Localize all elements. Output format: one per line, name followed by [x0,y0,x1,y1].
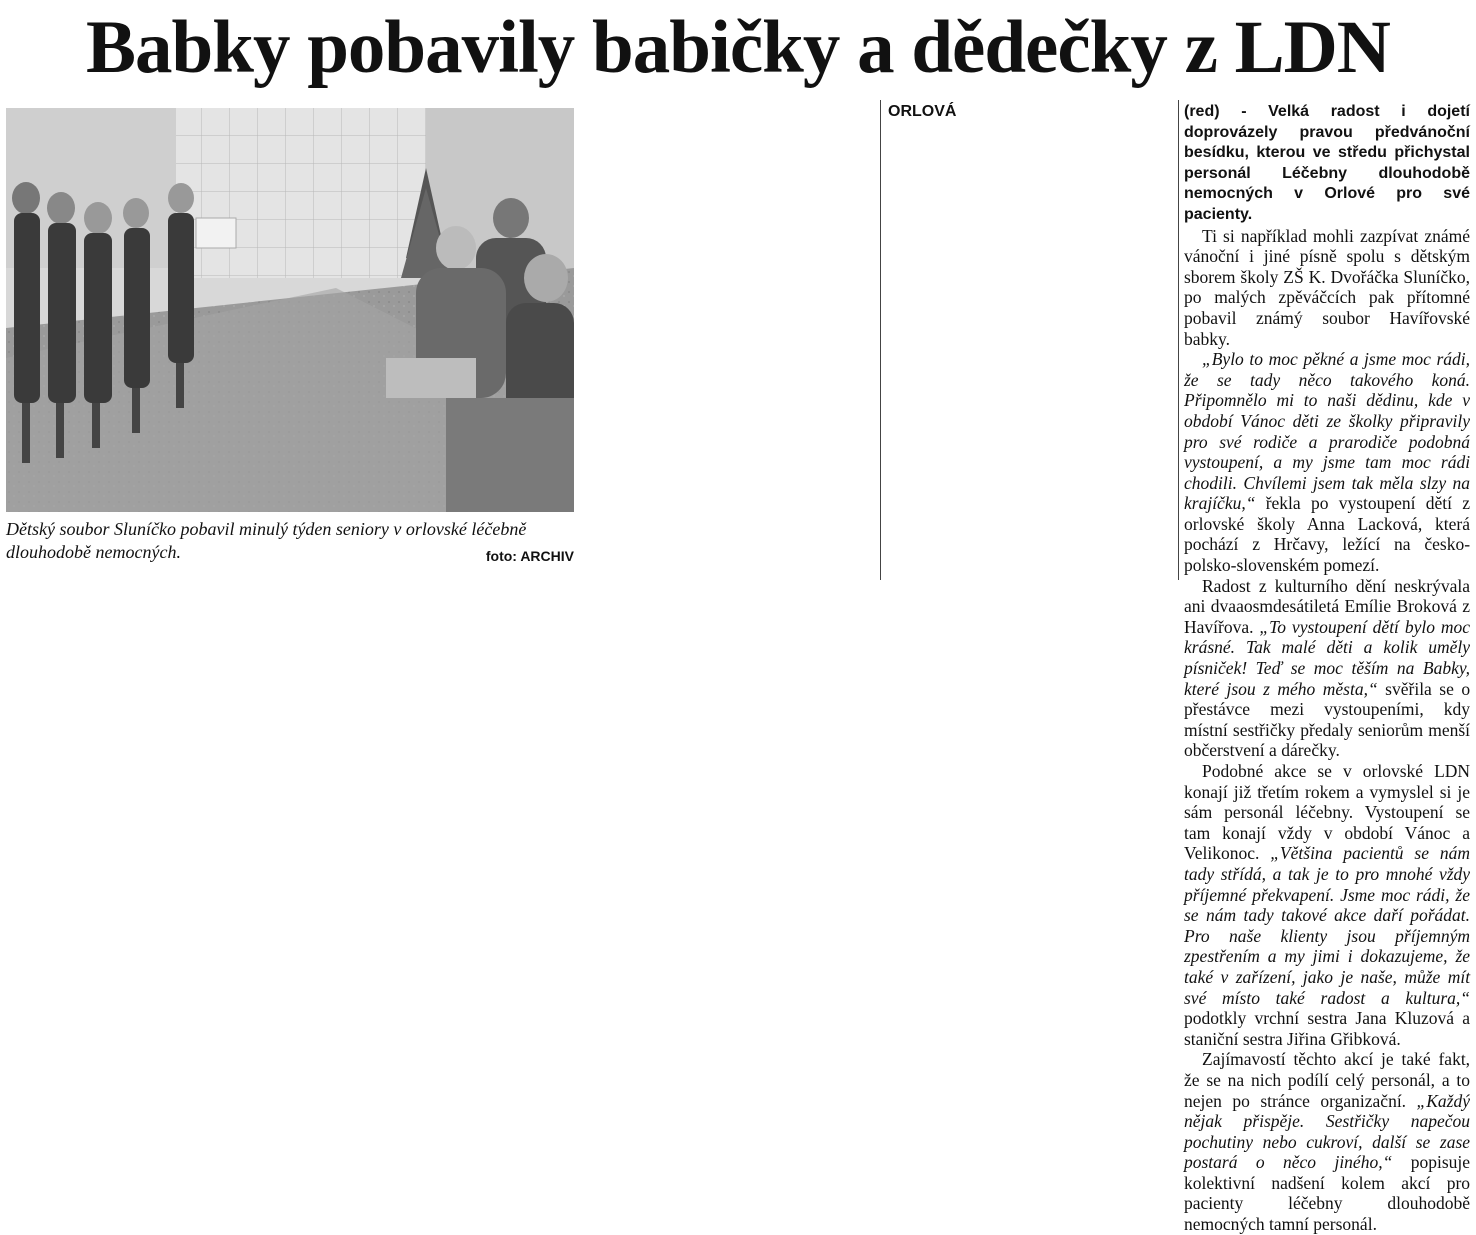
paragraph-text: Radost z kulturního dění neskrývala ani dvaaosmdesátiletá Emílie Broková z Havířova. [1184,575,1471,637]
paragraph-text [1406,1091,1416,1111]
quote-attribution: řekla po vystoupení dětí z orlovské školy Anna Lacková, která pochází z Hrčavy, ležící na česko-polsko-slovenském pomezí. [1184,493,1471,576]
paragraph-text: Podobné akce se v orlovské LDN konají již třetím rokem a vymyslel si je sám personál léčebny. Vystoupení se tam konají vždy v období Vánoc a Velikonoc. [1184,761,1471,864]
paragraph-text [1255,493,1265,513]
article-paragraph [1184,349,1470,576]
paragraph-text [1392,1152,1410,1172]
paragraph-text [1259,843,1270,863]
photo-credit: foto: ARCHIV [485,548,574,564]
article-column-2 [888,102,1174,582]
article-paragraph [1184,226,1470,350]
quote-attribution: svěřila se o přestávce mezi vystoupeními, kdy místní sestřičky předaly seniorům menší občerstvení a dárečky. [1184,678,1471,761]
quote-attribution: podotkly vrchní sestra Jana Kluzová a staniční sestra Jiřina Gřibková. [1184,1008,1471,1049]
paragraph-text: Ti si například mohli zazpívat známé vánoční i jiné písně spolu s dětským sborem školy ZŠ K. Dvořáčka Sluníčko, po malých zpěváčcích pak přítomné pobavil známý soubor Havířovské babky. [1184,225,1471,349]
photo-illustration [6,108,574,512]
column-rule [880,100,881,580]
article-paragraph [1184,1049,1470,1234]
article-lead [888,102,1174,123]
headline: Babky pobavily babičky a dědečky z LDN [86,6,1390,89]
article-column-3 [1184,102,1471,1235]
quote: „Bylo to moc pěkné a jsme moc rádi, že se tady něco takového koná. Připomnělo mi to naši dědinu, kde v období Vánoc děti ze školky připravily pro své rodiče a prarodiče podobná vystoupení, a my jsme tam moc rádi chodili. Chvílemi jsem tak měla slzy na krajíčku,“ [1184,349,1471,514]
article-column-1 [586,102,874,582]
article-paragraph [1184,761,1470,1049]
quote: „To vystoupení dětí bylo moc krásné. Tak malé děti a kolik uměly písniček! Teď se moc těším na Babky, které jsou z mého města,“ [1184,616,1471,699]
paragraph-text: (red) - Velká radost i dojetí doprovázely pravou předvánoční besídku, kterou ve středu přichystal personál Léčebny dlouhodobě nemocných v Orlové pro své pacienty. [1184,103,1470,223]
quote: „Každý nějak přispěje. Sestřičky napečou pochutiny nebo cukroví, další se zase postará o něco jiného,“ [1184,1090,1471,1173]
photo-caption [6,518,574,568]
article-paragraph [1184,576,1470,761]
photo-caption-text: Dětský soubor Sluníčko pobavil minulý týden seniory v orlovské léčebně dlouhodobě nemocných. [6,519,527,562]
quote: „Většina pacientů se nám tady střídá, a tak je to pro mnohé vždy příjemné překvapení. Jsme moc rádi, že se nám tady takové akce daří pořádat. Pro naše klienty jsou příjemným zpestřením a my jimi i dokazujeme, že také v zařízení, jako je naše, může mít své místo také radost a kultura,“ [1184,843,1471,1008]
article-photo [6,108,574,512]
paragraph-text: Zajímavostí těchto akcí je také fakt, že se na nich podílí celý personál, a to nejen po stránce organizační. [1184,1049,1471,1111]
paragraph-text: ORLOVÁ [888,103,957,120]
column-rule [1178,100,1179,580]
quote-attribution: popisuje kolektivní nadšení kolem akcí pro pacienty léčebny dlouhodobě nemocných tamní personál. [1184,1152,1471,1235]
article-lead [1184,102,1470,226]
